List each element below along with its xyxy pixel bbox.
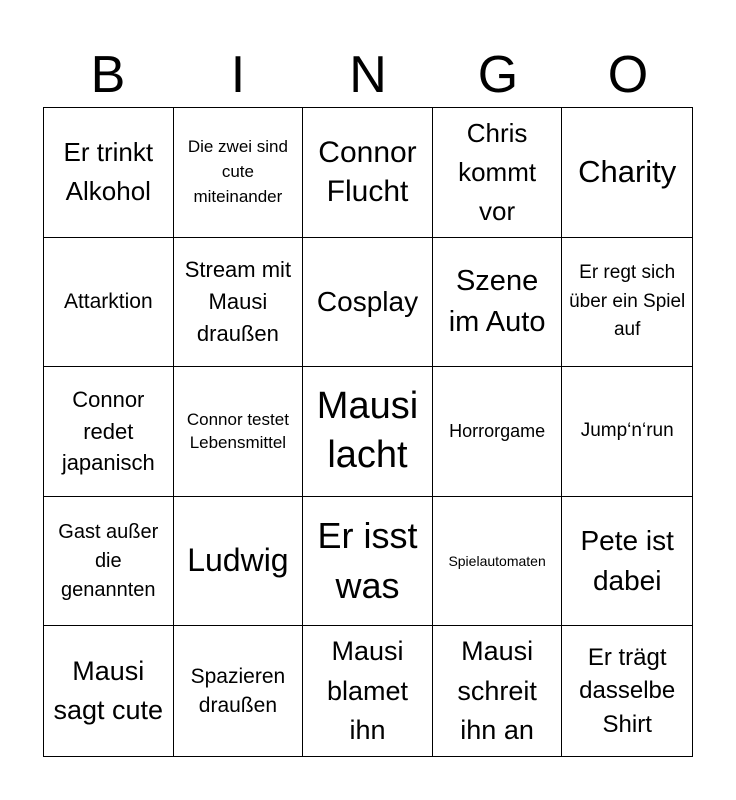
cell-text: Gast außer die genannten (58, 520, 159, 601)
bingo-cell[interactable] (433, 108, 563, 238)
bingo-cell[interactable] (44, 238, 174, 368)
bingo-cell[interactable] (44, 367, 174, 497)
bingo-cell[interactable] (44, 626, 174, 756)
bingo-cell[interactable] (433, 367, 563, 497)
cell-text: Connor redet japanisch (61, 386, 155, 476)
header-letter-n: N (349, 46, 387, 104)
cell-text: Connor Flucht (318, 136, 417, 209)
bingo-cell[interactable] (303, 238, 433, 368)
cell-text: Er isst was (317, 515, 418, 607)
bingo-cell[interactable] (174, 626, 304, 756)
bingo-cell[interactable] (562, 626, 692, 756)
cell-text: Charity (578, 154, 677, 190)
cell-text: Szene im Auto (448, 264, 546, 338)
cell-text: Horrorgame (449, 421, 546, 442)
cell-text: Jump‘n‘run (580, 420, 674, 442)
cell-text: Mausi schreit ihn an (457, 636, 537, 745)
bingo-cell[interactable] (174, 238, 304, 368)
cell-text: Ludwig (187, 542, 289, 579)
cell-text: Mausi lacht (316, 385, 419, 477)
cell-text: Er trinkt Alkohol (63, 137, 154, 207)
bingo-cell[interactable] (303, 497, 433, 627)
header-letter-g: G (477, 46, 519, 104)
bingo-grid (43, 107, 693, 757)
bingo-cell[interactable] (303, 626, 433, 756)
cell-text: Attarktion (63, 289, 153, 313)
cell-text: Mausi blamet ihn (326, 636, 409, 745)
bingo-header (43, 42, 693, 108)
bingo-cell[interactable] (562, 367, 692, 497)
cell-text: Stream mit Mausi draußen (184, 257, 292, 346)
bingo-cell[interactable] (562, 238, 692, 368)
bingo-cell[interactable] (303, 367, 433, 497)
header-letter-o: O (607, 46, 649, 104)
bingo-cell[interactable] (174, 108, 304, 238)
cell-text: Er trägt dasselbe Shirt (579, 643, 676, 738)
bingo-cell[interactable] (44, 108, 174, 238)
cell-text: Spazieren draußen (190, 664, 286, 718)
header-letter-b: B (90, 46, 126, 104)
bingo-cell[interactable] (433, 497, 563, 627)
cell-text: Die zwei sind cute miteinander (187, 137, 288, 206)
cell-text: Er regt sich über ein Spiel auf (569, 262, 686, 341)
cell-text: Spielautomaten (448, 553, 546, 569)
bingo-cell[interactable] (303, 108, 433, 238)
cell-text: Pete ist dabei (580, 525, 674, 597)
cell-text: Cosplay (316, 286, 419, 318)
bingo-cell[interactable] (562, 497, 692, 627)
bingo-cell[interactable] (174, 497, 304, 627)
cell-text: Mausi sagt cute (53, 656, 164, 726)
bingo-cell[interactable] (562, 108, 692, 238)
header-letter-i: I (230, 46, 246, 104)
cell-text: Chris kommt vor (458, 117, 537, 226)
bingo-cell[interactable] (433, 626, 563, 756)
bingo-cell[interactable] (44, 497, 174, 627)
bingo-cell[interactable] (174, 367, 304, 497)
bingo-cell[interactable] (433, 238, 563, 368)
cell-text: Connor testet Lebensmittel (186, 409, 289, 453)
